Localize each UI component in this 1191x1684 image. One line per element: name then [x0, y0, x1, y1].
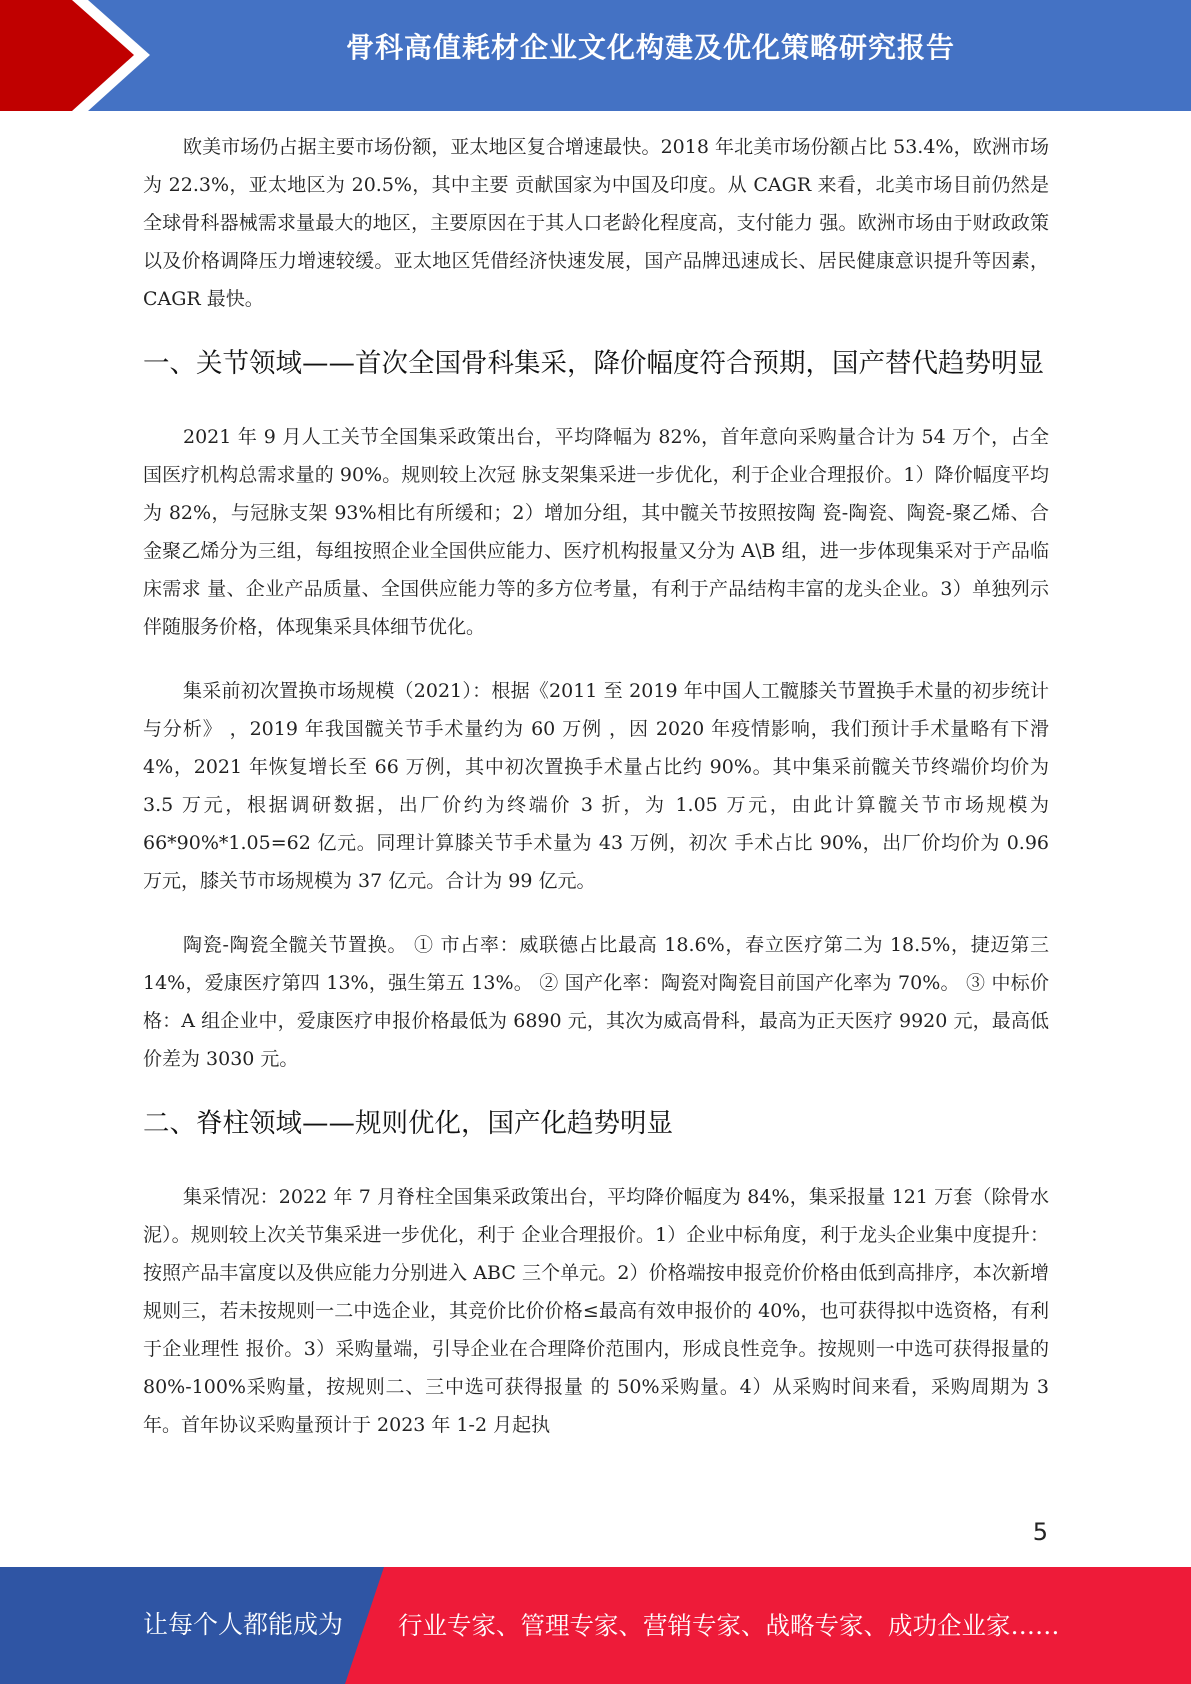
page-number: 5 [1032, 1518, 1048, 1546]
section-heading-joint: 一、关节领域——首次全国骨科集采，降价幅度符合预期，国产替代趋势明显 [143, 348, 1044, 379]
page-footer [0, 1567, 1191, 1684]
footer-slogan-right: 行业专家、管理专家、营销专家、战略专家、成功企业家…… [398, 1611, 1060, 1640]
paragraph-joint-policy: 2021 年 9 月人工关节全国集采政策出台，平均降幅为 82%，首年意向采购量合计为 54 万个，占全国医疗机构总需求量的 90%。规则较上次冠 脉支架集采进一步优化，利于企业合理报价。1）降价幅度平均为 82%，与冠脉支架 93%相比有所缓和；2）增加分组，其中髋关节按照按陶 瓷-陶瓷、陶瓷-聚乙烯、合金聚乙烯分为三组，每组按照企业全国供应能力、医疗机构报量又分为 A\B 组，进一步体现集采对于产品临床需求 量、企业产品质量、全国供应能力等的多方位考量，有利于产品结构丰富的龙头企业。3）单独列示伴随服务价格，体现集采具体细节优化。 [143, 426, 1049, 638]
paragraph-market-share: 欧美市场仍占据主要市场份额，亚太地区复合增速最快。2018 年北美市场份额占比 53.4%，欧洲市场为 22.3%，亚太地区为 20.5%，其中主要 贡献国家为中国及印度。从 CAGR 来看，北美市场目前仍然是全球骨科器械需求量最大的地区，主要原因在于其人口老龄化程度高，支付能力 强。欧洲市场由于财政政策以及价格调降压力增速较缓。亚太地区凭借经济快速发展，国产品牌迅速成长、居民健康意识提升等因素，CAGR 最快。 [143, 136, 1049, 310]
paragraph-spine-policy: 集采情况：2022 年 7 月脊柱全国集采政策出台，平均降价幅度为 84%，集采报量 121 万套（除骨水泥）。规则较上次关节集采进一步优化，利于 企业合理报价。1）企业中标角度，利于龙头企业集中度提升：按照产品丰富度以及供应能力分别进入 ABC 三个单元。2）价格端按申报竞价价格由低到高排序，本次新增规则三，若未按规则一二中选企业，其竞价比价价格≤最高有效申报价的 40%，也可获得拟中选资格，有利于企业理性 报价。3）采购量端，引导企业在合理降价范围内，形成良性竞争。按规则一中选可获得报量的 80%-100%采购量，按规则二、三中选可获得报量 的 50%采购量。4）从采购时间来看，采购周期为 3 年。首年协议采购量预计于 2023 年 1-2 月起执 [143, 1186, 1049, 1436]
page-header [0, 0, 1191, 111]
main-content [143, 128, 1049, 1470]
paragraph-ceramic-hip: 陶瓷-陶瓷全髋关节置换。 ① 市占率：威联德占比最高 18.6%，春立医疗第二为 18.5%，捷迈第三 14%，爱康医疗第四 13%，强生第五 13%。 ② 国产化率：陶瓷对陶瓷目前国产化率为 70%。 ③ 中标价格：A 组企业中，爱康医疗申报价格最低为 6890 元，其次为威高骨科，最高为正天医疗 9920 元，最高低价差为 3030 元。 [143, 934, 1049, 1070]
paragraph-market-size: 集采前初次置换市场规模（2021）：根据《2011 至 2019 年中国人工髋膝关节置换手术量的初步统计与分析》 ，2019 年我国髋关节手术量约为 60 万例 ，因 2020 年疫情影响，我们预计手术量略有下滑 4%，2021 年恢复增长至 66 万例，其中初次置换手术量占比约 90%。其中集采前髋关节终端价均价为 3.5 万元，根据调研数据，出厂价约为终端价 3 折，为 1.05 万元，由此计算髋关节市场规模为 66*90%*1.05=62 亿元。同理计算膝关节手术量为 43 万例，初次 手术占比 90%，出厂价均价为 0.96 万元，膝关节市场规模为 37 亿元。合计为 99 亿元。 [143, 680, 1049, 892]
section-heading-spine: 二、脊柱领域——规则优化，国产化趋势明显 [143, 1108, 673, 1139]
footer-slogan-left: 让每个人都能成为 [143, 1610, 344, 1639]
header-title: 骨科高值耗材企业文化构建及优化策略研究报告 [345, 31, 955, 64]
